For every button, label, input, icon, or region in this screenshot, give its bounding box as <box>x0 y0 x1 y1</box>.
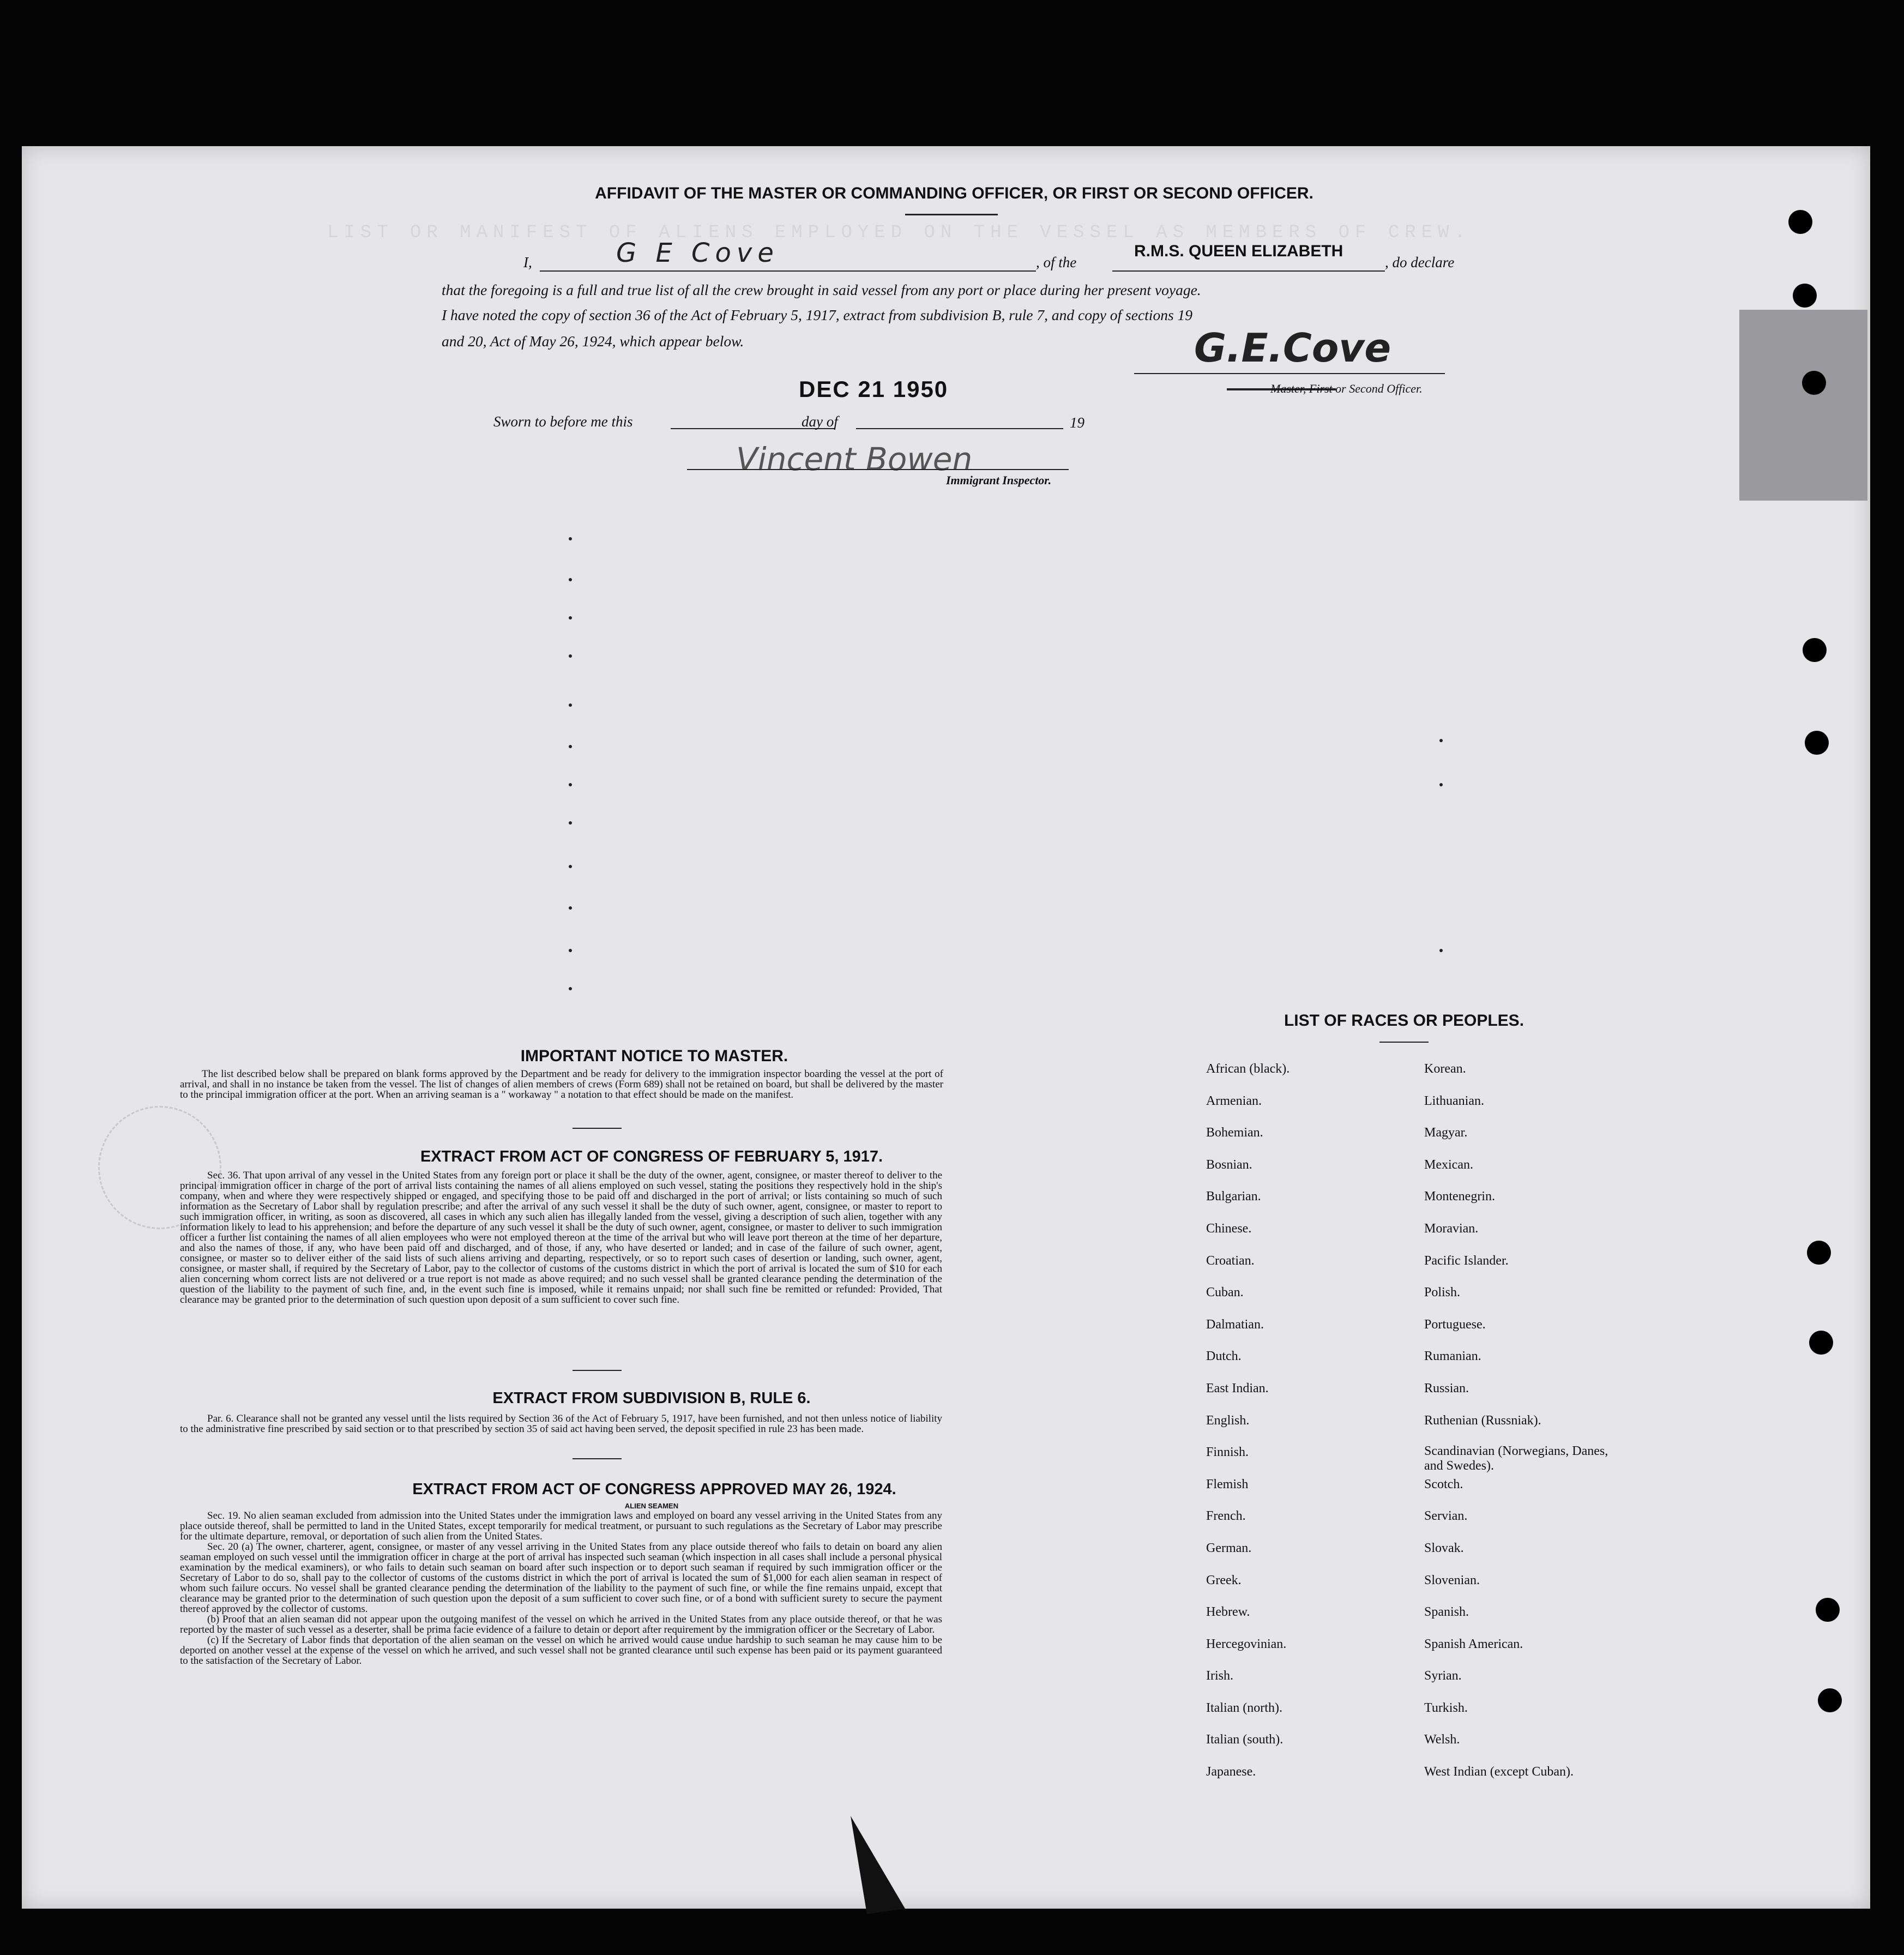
extract-1924-body <box>180 1511 942 1666</box>
race-item: Scotch. <box>1424 1477 1463 1491</box>
date-stamp: DEC 21 1950 <box>799 376 949 402</box>
row-marker <box>1439 739 1443 742</box>
section-20b: (b) Proof that an alien seaman did not appear upon the outgoing manifest of the vessel on which he arrived in the United States from any place outside thereof, or that he was reported by the master of such vessel as a deserter, shall be prima facie evidence of a failure to detain or deport after requirement by the immigration officer or the Secretary of Labor. <box>180 1614 942 1635</box>
race-item: Dalmatian. <box>1206 1317 1264 1332</box>
notice-body: The list described below shall be prepared on blank forms approved by the Department and be ready for delivery to the immigration inspector boarding the vessel at the port of arrival, and shall in no instance be taken from the vessel. The list of changes of alien members of crews (Form 689) shall not be retained on board, but shall be delivered by the master to the principal immigration officer at the port. When an arriving seaman is a " workaway " a notation to that effect should be made on the manifest. <box>180 1068 943 1100</box>
extract-1924-subtitle: ALIEN SEAMEN <box>624 1502 679 1510</box>
binder-hole <box>1809 1331 1833 1355</box>
race-item: East Indian. <box>1206 1381 1269 1395</box>
vessel-name: R.M.S. QUEEN ELIZABETH <box>1134 242 1343 260</box>
race-item: Armenian. <box>1206 1093 1262 1108</box>
declaration-line-4: and 20, Act of May 26, 1924, which appear below. <box>442 333 744 350</box>
race-item: African (black). <box>1206 1062 1290 1076</box>
subdivision-b-body: Par. 6. Clearance shall not be granted any vessel until the lists required by Section 36 of the Act of February 5, 1917, have been furnished, and not then unless notice of liability to the administrative fine prescribed by said section or to that prescribed by section 35 of said act having been served, the deposit specified in rule 23 has been made. <box>180 1413 942 1435</box>
extract-1917-title: EXTRACT FROM ACT OF CONGRESS OF FEBRUARY 5, 1917. <box>420 1148 883 1165</box>
inspector-line <box>687 469 1069 470</box>
row-marker <box>569 783 572 786</box>
race-item: Turkish. <box>1424 1700 1468 1715</box>
declaration-line-3: I have noted the copy of section 36 of the Act of February 5, 1917, extract from subdivision B, rule 7, and copy of sections 19 <box>442 306 1193 323</box>
sworn-prefix: Sworn to before me this <box>493 413 633 430</box>
declaration-line-2: that the foregoing is a full and true list of all the crew brought in said vessel from any port or place during her present voyage. <box>442 281 1201 298</box>
races-column-1 <box>1206 1061 1386 1796</box>
race-item: Dutch. <box>1206 1349 1242 1364</box>
race-item: Finnish. <box>1206 1445 1249 1460</box>
binder-hole <box>1807 1241 1831 1265</box>
show-through-text: LIST OR MANIFEST OF ALIENS EMPLOYED ON THE VESSEL AS MEMBERS OF CREW. <box>327 222 1471 243</box>
race-item: Mexican. <box>1424 1157 1473 1172</box>
races-column-2 <box>1424 1061 1620 1796</box>
race-item: Chinese. <box>1206 1221 1252 1236</box>
race-item: Rumanian. <box>1424 1349 1481 1364</box>
section-19: Sec. 19. No alien seaman excluded from admission into the United States under the immigration laws and employed on board any vessel arriving in the United States from any place outside thereof, shall be permitted to land in the United States, except temporarily for medical treatment, or pursuant to such regulations as the Secretary of Labor may prescribe for the ultimate departure, removal, or deportation of such alien from the United States. <box>180 1510 942 1542</box>
divider <box>905 214 998 215</box>
section-20a: Sec. 20 (a) The owner, charterer, agent, consignee, or master of any vessel arriving in the United States from any place outside thereof who fails to detain on board any alien seaman employed on such vessel until the immigration officer in charge at the port of arrival has inspected such seaman (which inspection in all cases shall include a personal physical examination by the medical examiners), or who fails to detain such seaman on board after such inspection or to deport such seaman if required by such immigration officer or the Secretary of Labor to do so, shall pay to the collector of customs of the customs district in which the port of arrival is located the sum of $1,000 for each alien seaman in respect of whom such failure occurs. No vessel shall be granted clearance pending the determination of the liability to the payment of such fine, or while the fine remains unpaid, except that clearance may be granted prior to the determination of such question upon the deposit of a sum sufficient to cover such fine, or of a bond with sufficient surety to secure the payment thereof approved by the collector of customs. <box>180 1541 942 1615</box>
race-item: Polish. <box>1424 1285 1461 1300</box>
race-item: West Indian (except Cuban). <box>1424 1765 1574 1779</box>
row-marker <box>1439 949 1443 952</box>
race-item: Montenegrin. <box>1424 1189 1495 1204</box>
inspector-caption: Immigrant Inspector. <box>946 473 1052 487</box>
race-item: Slovenian. <box>1424 1573 1480 1587</box>
race-item: Irish. <box>1206 1669 1233 1683</box>
name-underline <box>540 270 1036 272</box>
sworn-blank-2 <box>856 428 1063 429</box>
binder-hole <box>1793 284 1817 308</box>
race-item: Spanish. <box>1424 1605 1469 1620</box>
section-20c: (c) If the Secretary of Labor finds that deportation of the alien seaman on the vessel on which he arrived would cause undue hardship to such seaman he may cause him to be deported on another vessel at the expense of the vessel on which he arrived, and such vessel shall not be granted clearance until such expense has been paid or its payment guaranteed to the satisfaction of the Secretary of Labor. <box>180 1634 942 1667</box>
paper-tear <box>845 1816 911 1914</box>
subdivision-b-title: EXTRACT FROM SUBDIVISION B, RULE 6. <box>492 1389 811 1407</box>
race-item: French. <box>1206 1509 1246 1524</box>
binder-hole <box>1803 638 1827 662</box>
race-item: Welsh. <box>1424 1733 1460 1747</box>
row-marker <box>569 865 572 868</box>
binder-hole <box>1802 371 1826 395</box>
extract-1917-body: Sec. 36. That upon arrival of any vessel in the United States from any foreign port or place it shall be the duty of the owner, agent, consignee, or master thereof to deliver to the principal immigration officer in charge of the port of arrival lists containing the names of all aliens employed on such vessel, stating the positions they respectively hold in the ship's company, when and where they were respectively shipped or engaged, and specifying those to be paid off and discharged in the port of arrival; or lists containing so much of such information as the Secretary of Labor shall by regulation prescribe; and after the arrival of any such vessel it shall be the duty of such owner, agent, consignee, or master to report to such immigration officer, in writing, as soon as discovered, all cases in which any such alien has illegally landed from the vessel, giving a description of such alien, together with any information likely to lead to his apprehension; and before the departure of any such vessel it shall be the duty of such owner, agent, consignee, or master to deliver to such immigration officer a further list containing the names of all alien employees who were not employed thereon at the time of the arrival but who will leave port thereon at the time of her departure, and also the names of those, if any, who have been paid off and discharged, and of those, if any, who have deserted or landed; and in case of the failure of such owner, agent, consignee, or master so to deliver either of the said lists of such aliens arriving and departing, respectively, or so to report such cases of desertion or landing, such owner, agent, consignee, or master shall, if required by the Secretary of Labor, pay to the collector of customs of the customs district in which the port of arrival is located the sum of $10 for each alien concerning whom correct lists are not delivered or a true report is not made as above required; and no such vessel shall be granted clearance pending the determination of the question of the liability to the payment of such fine, and, in the event such fine is imposed, while it remains unpaid; nor shall such fine be remitted or refunded: Provided, That clearance may be granted prior to the determination of such question upon deposit of a sum sufficient to cover such fine. <box>180 1170 942 1306</box>
divider <box>1379 1042 1429 1043</box>
inspector-signature: Vincent Bowen <box>736 441 973 478</box>
race-item: Lithuanian. <box>1424 1093 1484 1108</box>
race-item: Servian. <box>1424 1509 1468 1524</box>
vessel-underline <box>1112 270 1385 272</box>
races-title: LIST OF RACES OR PEOPLES. <box>1284 1012 1525 1030</box>
declaration-i-label: I, <box>523 254 532 270</box>
race-item: Scandinavian (Norwegians, Danes, and Swedes). <box>1424 1444 1608 1473</box>
row-marker <box>569 578 572 581</box>
race-item: Greek. <box>1206 1573 1242 1587</box>
race-item: Bosnian. <box>1206 1157 1252 1172</box>
race-item: Pacific Islander. <box>1424 1253 1509 1268</box>
race-item: Bohemian. <box>1206 1126 1263 1140</box>
divider <box>573 1370 622 1371</box>
race-item: Korean. <box>1424 1062 1466 1076</box>
torn-label-patch <box>1739 310 1867 501</box>
race-item: Spanish American. <box>1424 1637 1523 1651</box>
divider <box>573 1458 622 1459</box>
sworn-year-label: 19 <box>1070 414 1084 431</box>
do-declare-label: , do declare <box>1385 254 1455 270</box>
row-marker <box>569 537 572 540</box>
race-item: Italian (north). <box>1206 1700 1282 1715</box>
race-item: Flemish <box>1206 1477 1249 1491</box>
race-item: Moravian. <box>1424 1221 1479 1236</box>
affidavit-title: AFFIDAVIT OF THE MASTER OR COMMANDING OFFICER, OR FIRST OR SECOND OFFICER. <box>595 184 1313 202</box>
row-marker <box>569 654 572 658</box>
race-item: Portuguese. <box>1424 1317 1486 1332</box>
race-item: Hebrew. <box>1206 1605 1250 1620</box>
divider <box>573 1128 622 1129</box>
sworn-day-label: day of <box>802 413 838 430</box>
binder-hole <box>1805 731 1829 755</box>
race-item: Croatian. <box>1206 1253 1255 1268</box>
row-marker <box>569 616 572 619</box>
race-item: Bulgarian. <box>1206 1189 1261 1204</box>
row-marker <box>569 906 572 910</box>
row-marker <box>1439 783 1443 786</box>
binder-hole <box>1816 1598 1840 1622</box>
row-marker <box>569 949 572 952</box>
race-item: Ruthenian (Russniak). <box>1424 1413 1541 1428</box>
binder-hole <box>1818 1688 1842 1712</box>
race-item: Slovak. <box>1424 1541 1464 1555</box>
race-item: Magyar. <box>1424 1126 1468 1140</box>
signature-line <box>1134 373 1445 374</box>
master-name-handwritten: G E Cove <box>616 238 779 268</box>
race-item: Hercegovinian. <box>1206 1637 1287 1651</box>
race-item: English. <box>1206 1413 1250 1428</box>
notice-title: IMPORTANT NOTICE TO MASTER. <box>520 1047 788 1065</box>
row-marker <box>569 703 572 707</box>
extract-1924-title: EXTRACT FROM ACT OF CONGRESS APPROVED MAY 26, 1924. <box>412 1481 896 1498</box>
race-item: Italian (south). <box>1206 1733 1284 1747</box>
row-marker <box>569 987 572 990</box>
of-the-label: , of the <box>1036 254 1077 270</box>
signer-caption: Master, First or Second Officer. <box>1270 382 1423 395</box>
race-item: Japanese. <box>1206 1765 1256 1779</box>
race-item: Syrian. <box>1424 1669 1462 1683</box>
race-item: Cuban. <box>1206 1285 1244 1300</box>
master-signature: G.E.Cove <box>1194 325 1391 371</box>
race-item: Russian. <box>1424 1381 1469 1395</box>
race-item: German. <box>1206 1541 1252 1555</box>
binder-hole <box>1788 210 1812 234</box>
row-marker <box>569 821 572 825</box>
row-marker <box>569 745 572 748</box>
